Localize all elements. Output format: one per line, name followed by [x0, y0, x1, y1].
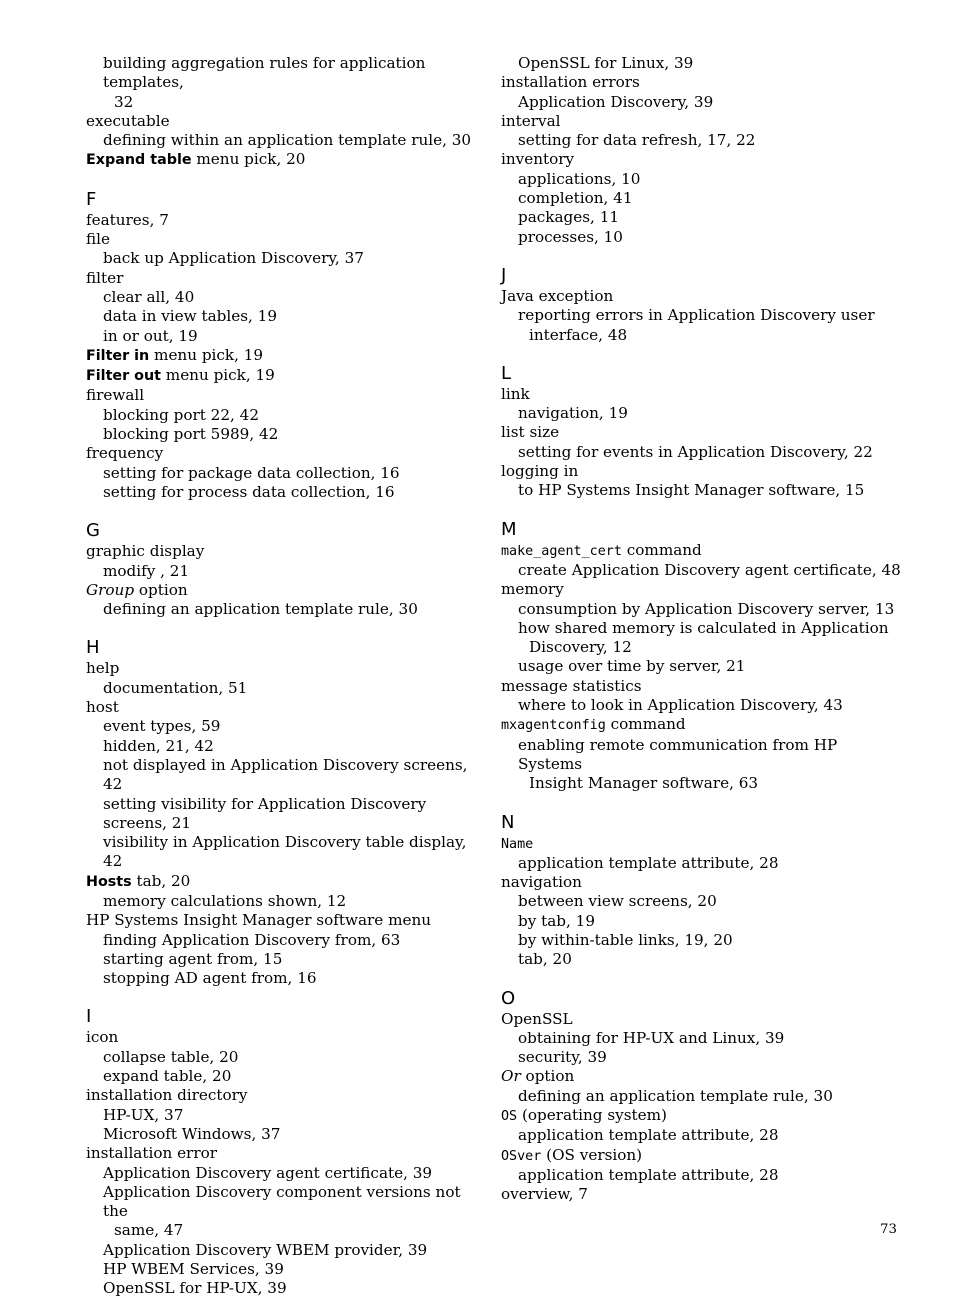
entry-term-part: Expand table: [86, 152, 192, 169]
index-subentry: modify , 21: [103, 561, 190, 580]
index-subentry: navigation, 19: [518, 404, 628, 423]
index-subentry: documentation, 51: [103, 678, 248, 697]
index-entry: Java exception: [501, 286, 614, 305]
index-subentry: setting for data refresh, 17, 22: [518, 131, 756, 150]
index-subentry: data in view tables, 19: [103, 307, 277, 326]
index-continuation: interface, 48: [529, 325, 628, 344]
index-entry: help: [86, 659, 120, 678]
index-entry: [501, 1146, 901, 1166]
index-subentry: create Application Discovery agent certificate, 48: [518, 560, 901, 579]
index-subentry: expand table, 20: [103, 1067, 232, 1086]
index-subentry: packages, 11: [518, 208, 620, 227]
index-subentry: consumption by Application Discovery server, 13: [518, 599, 895, 618]
index-subentry: usage over time by server, 21: [518, 657, 746, 676]
index-entry: interval: [501, 111, 561, 130]
index-subentry: visibility in Application Discovery table display, 42: [103, 833, 467, 871]
index-subentry: blocking port 5989, 42: [103, 425, 279, 444]
index-entry: inventory: [501, 150, 575, 169]
index-subentry: application template attribute, 28: [518, 853, 779, 872]
entry-term-part: Group: [86, 580, 135, 599]
index-subentry: setting for package data collection, 16: [103, 463, 400, 482]
index-entry: installation errors: [501, 73, 640, 92]
index-continuation: Insight Manager software, 63: [529, 774, 759, 793]
index-letter-heading: H: [86, 637, 100, 659]
index-subentry: where to look in Application Discovery, 43: [518, 696, 843, 715]
entry-term-part: option: [520, 1067, 575, 1086]
entry-term-part: tab, 20: [131, 871, 191, 890]
index-entry: [501, 715, 901, 735]
index-entry: frequency: [86, 444, 164, 463]
entry-term-part: make_agent_cert: [501, 543, 622, 559]
index-subentry: reporting errors in Application Discovery user: [518, 306, 875, 325]
index-entry: installation directory: [86, 1086, 248, 1105]
index-subentry: how shared memory is calculated in Application: [518, 618, 889, 637]
index-column-left: [86, 54, 488, 1299]
entry-term-part: option: [134, 580, 188, 599]
index-subentry: processes, 10: [518, 227, 623, 246]
index-entry: overview, 7: [501, 1185, 588, 1204]
index-subentry: blocking port 22, 42: [103, 405, 259, 424]
index-subentry: defining an application template rule, 30: [518, 1086, 833, 1105]
index-subentry: security, 39: [518, 1048, 607, 1067]
index-subentry: starting agent from, 15: [103, 949, 283, 968]
entry-term-part: Name: [501, 836, 534, 852]
index-entry: installation error: [86, 1144, 217, 1163]
entry-term-part: OSver: [501, 1148, 542, 1164]
index-entry: HP Systems Insight Manager software menu: [86, 911, 432, 930]
entry-term-part: OS: [501, 1109, 518, 1125]
entry-term-part: command: [621, 540, 702, 559]
index-entry: [501, 541, 901, 561]
index-entry: list size: [501, 423, 560, 442]
index-subentry: applications, 10: [518, 169, 641, 188]
index-subentry: stopping AD agent from, 16: [103, 969, 317, 988]
index-subentry: collapse table, 20: [103, 1047, 239, 1066]
index-entry: graphic display: [86, 542, 205, 561]
index-subentry: between view screens, 20: [518, 892, 717, 911]
index-subentry: finding Application Discovery from, 63: [103, 930, 401, 949]
entry-term-part: command: [605, 715, 686, 734]
entry-term-part: Filter out: [86, 368, 161, 385]
index-subentry: HP-UX, 37: [103, 1105, 184, 1124]
entry-term-part: mxagentconfig: [501, 718, 606, 734]
index-entry: [501, 834, 901, 854]
index-subentry: Application Discovery, 39: [518, 92, 714, 111]
index-entry: logging in: [501, 462, 579, 481]
index-entry: [86, 366, 488, 386]
index-subentry: application template attribute, 28: [518, 1126, 779, 1145]
page-number: 73: [880, 1222, 897, 1237]
index-entry: navigation: [501, 873, 582, 892]
index-letter-heading: M: [501, 518, 517, 540]
index-entry: filter: [86, 268, 124, 287]
index-entry: features, 7: [86, 210, 169, 229]
index-subentry: to HP Systems Insight Manager software, 15: [518, 481, 865, 500]
index-subentry: setting for process data collection, 16: [103, 482, 395, 501]
index-entry: [501, 1106, 901, 1126]
index-subentry: setting for events in Application Discovery, 22: [518, 442, 873, 461]
index-subentry: Application Discovery WBEM provider, 39: [103, 1240, 428, 1259]
index-subentry: Application Discovery component versions not the: [103, 1182, 461, 1221]
index-entry: executable: [86, 111, 170, 130]
entry-term-part: (operating system): [517, 1106, 667, 1125]
index-subentry: defining an application template rule, 30: [103, 600, 418, 619]
index-subentry: completion, 41: [518, 189, 633, 208]
index-subentry: obtaining for HP-UX and Linux, 39: [518, 1028, 785, 1047]
index-entry: link: [501, 384, 530, 403]
index-letter-heading: O: [501, 987, 516, 1009]
index-letter-heading: N: [501, 811, 515, 833]
index-entry: firewall: [86, 386, 145, 405]
entry-term-part: Filter in: [86, 347, 150, 364]
index-entry: icon: [86, 1028, 119, 1047]
entry-term-part: menu pick, 20: [191, 150, 306, 169]
index-entry: [86, 581, 488, 600]
index-column-right: [501, 54, 901, 1205]
index-subentry: OpenSSL for HP-UX, 39: [103, 1279, 287, 1298]
entry-term-part: Hosts: [86, 873, 132, 890]
index-subentry: building aggregation rules for application templates,: [103, 54, 426, 92]
index-letter-heading: G: [86, 520, 100, 542]
index-entry: file: [86, 230, 110, 249]
index-entry: memory: [501, 580, 564, 599]
index-continuation: 32: [114, 92, 134, 111]
index-subentry: OpenSSL for Linux, 39: [518, 54, 694, 72]
index-subentry: HP WBEM Services, 39: [103, 1260, 284, 1279]
index-subentry: hidden, 21, 42: [103, 736, 214, 755]
index-subentry: not displayed in Application Discovery screens, 42: [103, 755, 468, 794]
index-subentry: Application Discovery agent certificate, 39: [103, 1163, 433, 1182]
index-continuation: same, 47: [114, 1221, 184, 1240]
index-continuation: Discovery, 12: [529, 638, 632, 657]
index-subentry: in or out, 19: [103, 326, 198, 345]
index-subentry: by within-table links, 19, 20: [518, 930, 733, 949]
index-entry: [501, 1067, 901, 1086]
index-subentry: by tab, 19: [518, 911, 595, 930]
index-letter-heading: J: [501, 264, 507, 286]
index-subentry: memory calculations shown, 12: [103, 891, 347, 910]
index-letter-heading: L: [501, 362, 512, 384]
index-entry: [86, 150, 488, 170]
index-subentry: enabling remote communication from HP Systems: [518, 735, 838, 773]
index-entry: OpenSSL: [501, 1009, 573, 1028]
index-letter-heading: F: [86, 188, 97, 210]
entry-term-part: menu pick, 19: [160, 366, 275, 385]
index-subentry: back up Application Discovery, 37: [103, 249, 364, 268]
index-subentry: defining within an application template rule, 30: [103, 131, 472, 150]
index-subentry: setting visibility for Application Discovery screens, 21: [103, 794, 427, 832]
index-entry: message statistics: [501, 676, 642, 695]
index-letter-heading: I: [86, 1006, 92, 1028]
index-subentry: application template attribute, 28: [518, 1165, 779, 1184]
index-subentry: tab, 20: [518, 950, 572, 969]
index-subentry: event types, 59: [103, 717, 221, 736]
index-entry: [86, 872, 488, 892]
index-entry: host: [86, 698, 119, 717]
entry-term-part: menu pick, 19: [149, 345, 264, 364]
index-subentry: Microsoft Windows, 37: [103, 1124, 281, 1143]
index-entry: [86, 346, 488, 366]
entry-term-part: Or: [501, 1067, 521, 1086]
entry-term-part: (OS version): [541, 1145, 643, 1164]
index-subentry: clear all, 40: [103, 287, 195, 306]
